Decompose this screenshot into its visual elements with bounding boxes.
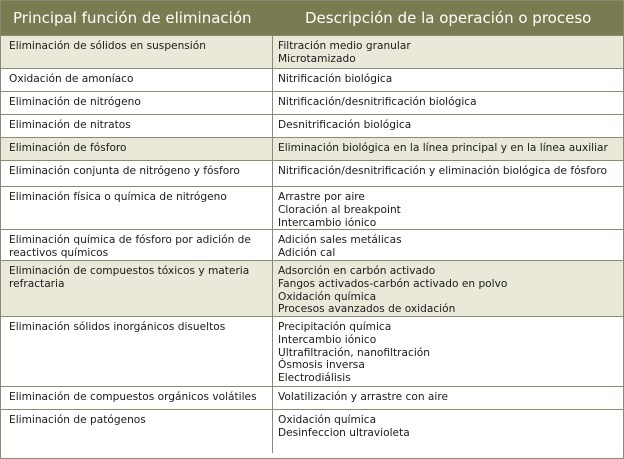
descripcion-line: Adsorción en carbón activado bbox=[278, 265, 436, 277]
table-row bbox=[1, 138, 623, 161]
table-body bbox=[1, 36, 623, 458]
descripcion-line: Adición sales metálicas bbox=[278, 234, 402, 246]
cell-descripcion bbox=[273, 92, 623, 114]
table-row bbox=[1, 115, 623, 138]
table-row bbox=[1, 92, 623, 115]
descripcion-line: Microtamizado bbox=[278, 52, 356, 65]
descripcion-line: Nitrificación/desnitrificación y eliminación biológica de fósforo bbox=[278, 165, 607, 177]
descripcion-line: Electrodiálisis bbox=[278, 372, 351, 385]
descripcion-line: Volatilización y arrastre con aire bbox=[278, 391, 448, 403]
table-row bbox=[1, 36, 623, 69]
descripcion-line: Ultrafiltración, nanofiltración bbox=[278, 346, 430, 359]
cell-funcion: Eliminación química de fósforo por adición de reactivos químicos bbox=[1, 230, 273, 260]
descripcion-line: Nitrificación/desnitrificación biológica bbox=[278, 96, 477, 108]
cell-funcion: Eliminación de fósforo bbox=[1, 138, 273, 160]
descripcion-line: Adición cal bbox=[278, 246, 336, 259]
cell-funcion: Eliminación conjunta de nitrógeno y fósforo bbox=[1, 161, 273, 186]
cell-descripcion bbox=[273, 187, 623, 229]
descripcion-line: Intercambio iónico bbox=[278, 216, 377, 229]
cell-descripcion bbox=[273, 317, 623, 386]
descripcion-line: Arrastre por aire bbox=[278, 191, 365, 203]
cell-funcion: Eliminación de sólidos en suspensión bbox=[1, 36, 273, 68]
table-row bbox=[1, 261, 623, 317]
header-descripcion: Descripción de la operación o proceso bbox=[305, 9, 592, 27]
table-row bbox=[1, 161, 623, 187]
cell-funcion: Eliminación física o química de nitrógeno bbox=[1, 187, 273, 229]
cell-funcion: Eliminación de compuestos orgánicos volátiles bbox=[1, 387, 273, 409]
table-row bbox=[1, 187, 623, 230]
descripcion-line: Precipitación química bbox=[278, 321, 392, 333]
table-row bbox=[1, 410, 623, 453]
descripcion-line: Procesos avanzados de oxidación bbox=[278, 303, 456, 316]
cell-descripcion bbox=[273, 36, 623, 68]
descripcion-line: Desnitrificación biológica bbox=[278, 119, 412, 131]
cell-descripcion bbox=[273, 115, 623, 137]
descripcion-line: Fangos activados-carbón activado en polvo bbox=[278, 277, 508, 290]
descripcion-line: Oxidación química bbox=[278, 414, 377, 426]
descripcion-line: Oxidación química bbox=[278, 290, 377, 303]
descripcion-line: Desinfeccion ultravioleta bbox=[278, 426, 410, 439]
descripcion-line: Filtración medio granular bbox=[278, 40, 411, 52]
cell-descripcion bbox=[273, 161, 623, 186]
descripcion-line: Intercambio iónico bbox=[278, 333, 377, 346]
descripcion-line: Nitrificación biológica bbox=[278, 73, 393, 85]
descripcion-line: Eliminación biológica en la línea principal y en la línea auxiliar bbox=[278, 142, 608, 154]
descripcion-line: Ósmosis inversa bbox=[278, 359, 365, 372]
table-header bbox=[1, 1, 623, 36]
cell-descripcion bbox=[273, 387, 623, 409]
descripcion-line: Cloración al breakpoint bbox=[278, 203, 401, 216]
table-row bbox=[1, 230, 623, 261]
cell-funcion: Eliminación sólidos inorgánicos disueltos bbox=[1, 317, 273, 386]
cell-funcion: Eliminación de compuestos tóxicos y materia refractaria bbox=[1, 261, 273, 316]
cell-descripcion bbox=[273, 69, 623, 91]
cell-descripcion bbox=[273, 230, 623, 260]
table-row bbox=[1, 69, 623, 92]
cell-funcion: Eliminación de patógenos bbox=[1, 410, 273, 453]
table-row bbox=[1, 387, 623, 410]
header-principal-funcion: Principal función de eliminación bbox=[13, 9, 252, 27]
cell-descripcion bbox=[273, 138, 623, 160]
cell-funcion: Oxidación de amoníaco bbox=[1, 69, 273, 91]
table-row bbox=[1, 317, 623, 387]
cell-funcion: Eliminación de nitratos bbox=[1, 115, 273, 137]
cell-descripcion bbox=[273, 261, 623, 316]
cell-descripcion bbox=[273, 410, 623, 453]
cell-funcion: Eliminación de nitrógeno bbox=[1, 92, 273, 114]
